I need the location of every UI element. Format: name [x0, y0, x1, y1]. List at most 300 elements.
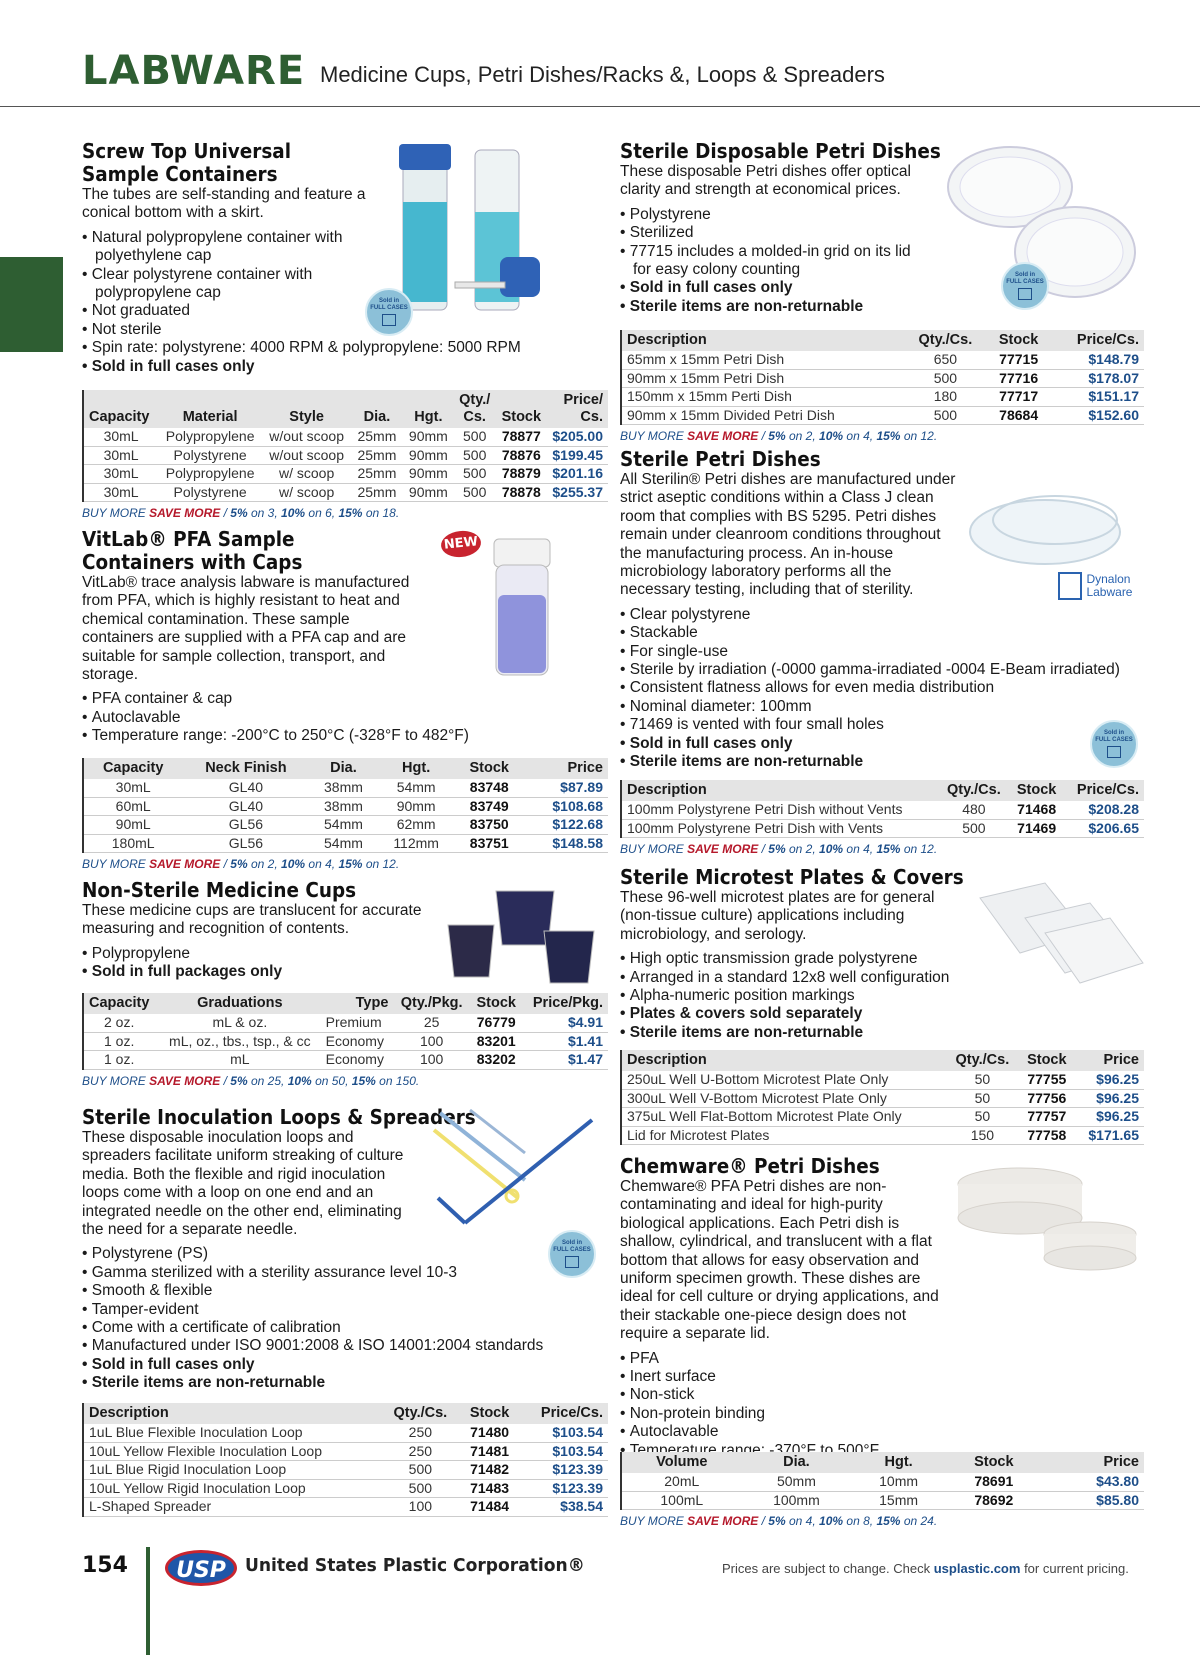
table-row	[83, 483, 608, 502]
buy-more-note	[620, 429, 1144, 443]
cell: 150mm x 15mm Perti Dish	[621, 388, 904, 407]
bullet-item: • Sold in full cases only	[82, 358, 612, 376]
col-header: Dia.	[363, 409, 391, 425]
cell: 100mm Polystyrene Petri Dish without Vents	[621, 801, 939, 819]
separator: /	[761, 842, 765, 856]
col-header: Price/Cs.	[1076, 332, 1139, 348]
microtest-table	[620, 1050, 1144, 1145]
note-prefix: Prices are subject to change. Check	[722, 1561, 931, 1576]
badge-line2: FULL CASES	[370, 305, 408, 311]
stock-cell: 83201	[470, 1032, 523, 1051]
bullet-item: • Non-protein binding	[620, 1405, 1145, 1423]
cell: 54mm	[377, 779, 454, 797]
cell: GL56	[182, 816, 309, 835]
price-cell: $255.37	[547, 483, 608, 502]
cell: 500	[381, 1479, 459, 1498]
discount-qty: on 2,	[250, 857, 278, 871]
discount-qty: on 4,	[788, 1514, 816, 1528]
bullet-item: • Polypropylene	[82, 945, 612, 963]
cell: 25mm	[351, 446, 402, 465]
bullet-item: • Plates & covers sold separately	[620, 1005, 1145, 1023]
price-cell: $103.54	[520, 1424, 608, 1442]
discount-qty: on 12.	[903, 842, 938, 856]
discount-qty: on 2,	[788, 429, 816, 443]
separator: /	[223, 1073, 227, 1088]
section-title: Chemware® Petri Dishes	[620, 1154, 880, 1178]
table-row	[83, 834, 608, 853]
usp-logo: USP	[165, 1550, 237, 1586]
save-more-label: SAVE MORE	[149, 857, 221, 871]
screw-top-table	[82, 390, 608, 502]
cell: 15mm	[851, 1491, 946, 1510]
stock-cell: 78692	[946, 1491, 1042, 1510]
discount-qty: on 24.	[903, 1514, 938, 1528]
bullet-list	[620, 606, 1145, 772]
bullet-item: • Not sterile	[82, 321, 612, 339]
screw-top-table-wrap	[82, 390, 608, 520]
cell: 180mL	[83, 834, 182, 853]
cell: 30mL	[83, 483, 158, 502]
discount-pct: 15%	[876, 1514, 901, 1528]
table-row	[83, 465, 608, 484]
price-cell: $151.17	[1051, 388, 1144, 407]
separator: /	[223, 857, 227, 871]
bullet-item: • Clear polystyrene	[620, 606, 1145, 624]
price-cell: $208.28	[1064, 801, 1144, 819]
col-header: Price/ Cs.	[563, 392, 603, 425]
cell: 90mm	[403, 428, 454, 446]
inoculation-loops-image	[430, 1108, 600, 1233]
cell: Economy	[321, 1032, 394, 1051]
table-header-row	[621, 1050, 1144, 1071]
discount-pct: 15%	[338, 857, 363, 871]
bullet-item: • Autoclavable	[620, 1423, 1145, 1441]
cell: 30mL	[83, 428, 158, 446]
cell: 10uL Yellow Flexible Inoculation Loop	[83, 1442, 381, 1461]
price-cell: $1.41	[523, 1032, 608, 1051]
page-title: LABWARE	[82, 48, 306, 94]
price-cell: $96.25	[1075, 1089, 1144, 1108]
badge-line2: FULL CASES	[1095, 737, 1133, 743]
buy-more-note	[620, 842, 1144, 856]
section-title: Sterile Petri Dishes	[620, 447, 821, 471]
col-header: Qty./Cs.	[947, 782, 1001, 798]
stock-cell: 83202	[470, 1051, 523, 1070]
cell: 500	[904, 406, 986, 425]
price-cell: $199.45	[547, 446, 608, 465]
col-header: Description	[627, 1052, 707, 1068]
stock-cell: 77715	[987, 351, 1051, 369]
price-cell: $122.68	[524, 816, 608, 835]
cell: w/out scoop	[262, 446, 351, 465]
medicine-cups-table	[82, 993, 608, 1070]
col-header: Dia.	[783, 1454, 810, 1470]
col-header: Volume	[656, 1454, 708, 1470]
price-cell: $123.39	[520, 1461, 608, 1480]
note-suffix: for current pricing.	[1024, 1561, 1129, 1576]
separator: /	[223, 506, 227, 520]
cell: 250	[381, 1424, 459, 1442]
stock-cell: 71484	[459, 1498, 520, 1517]
cell: GL40	[182, 797, 309, 816]
cell: 375uL Well Flat-Bottom Microtest Plate Only	[621, 1108, 946, 1127]
cell: L-Shaped Spreader	[83, 1498, 381, 1517]
cell: mL	[159, 1051, 321, 1070]
table-row	[83, 816, 608, 835]
section-tab	[0, 257, 63, 352]
stock-cell: 78879	[495, 465, 547, 484]
microtest-plates-image	[975, 878, 1145, 988]
table-row	[621, 369, 1144, 388]
section-description: These 96-well microtest plates are for general (non-tissue culture) applications including microbiology, and serology.	[620, 889, 935, 943]
bullet-item: • Stackable	[620, 624, 1145, 642]
bullet-item: • Sold in full cases only	[620, 735, 1145, 753]
discount-pct: 15%	[351, 1073, 376, 1088]
col-header: Neck Finish	[205, 760, 287, 776]
cell: 90mm	[403, 465, 454, 484]
bullet-item: • Sold in full cases only	[82, 1356, 612, 1374]
col-header: Price/Cs.	[1076, 782, 1139, 798]
discount-pct: 10%	[819, 842, 844, 856]
col-header: Stock	[469, 760, 509, 776]
cell: 30mL	[83, 465, 158, 484]
cell: 250	[381, 1442, 459, 1461]
bullet-item: • Inert surface	[620, 1368, 1145, 1386]
sterile-petri-table	[620, 780, 1144, 838]
cell: 100mL	[621, 1491, 742, 1510]
bullet-list	[620, 1350, 1145, 1460]
dynalon-wordmark	[1086, 573, 1132, 599]
stock-cell: 78691	[946, 1473, 1042, 1491]
table-row	[621, 819, 1144, 838]
cell: 54mm	[309, 816, 377, 835]
stock-cell: 83748	[455, 779, 524, 797]
sample-containers-image	[395, 142, 545, 327]
stock-cell: 71482	[459, 1461, 520, 1480]
stock-cell: 77717	[987, 388, 1051, 407]
bullet-item: • Clear polystyrene container with polypropylene cap	[82, 266, 362, 303]
medicine-cups-table-wrap	[82, 993, 608, 1088]
bullet-item: • Spin rate: polystyrene: 4000 RPM & polypropylene: 5000 RPM	[82, 339, 612, 357]
col-header: Style	[289, 409, 324, 425]
bullet-item: • Tamper-evident	[82, 1301, 612, 1319]
bullet-item: • Sterile items are non-returnable	[620, 1024, 1145, 1042]
corporation-name: United States Plastic Corporation®	[245, 1555, 585, 1576]
col-header: Price	[1103, 1454, 1139, 1470]
cell: 1 oz.	[83, 1032, 159, 1051]
cell: Polystyrene	[158, 446, 262, 465]
discount-pct: 5%	[768, 842, 786, 856]
table-header-row	[621, 330, 1144, 351]
col-header: Qty./Cs.	[918, 332, 973, 348]
cell: 500	[454, 483, 495, 502]
cell: GL56	[182, 834, 309, 853]
buy-more-note	[82, 1074, 608, 1088]
stock-cell: 71468	[1009, 801, 1064, 819]
cell: 100	[381, 1498, 459, 1517]
sterile-petri-image	[965, 482, 1125, 572]
cell: 60mL	[83, 797, 182, 816]
cell: 112mm	[377, 834, 454, 853]
cell: Polypropylene	[158, 428, 262, 446]
buy-more-note	[82, 506, 608, 520]
section-title: Non-Sterile Medicine Cups	[82, 878, 357, 902]
cell: 25mm	[351, 465, 402, 484]
price-cell: $4.91	[523, 1014, 608, 1032]
table-row	[621, 1491, 1144, 1510]
header-divider	[0, 106, 1200, 107]
buy-more-note	[620, 1514, 1144, 1528]
box-icon	[382, 314, 396, 326]
table-row	[621, 1108, 1144, 1127]
bullet-item: • Temperature range: -370°F to 500°F	[620, 1442, 1145, 1460]
price-cell: $85.80	[1042, 1491, 1144, 1510]
cell: Polypropylene	[158, 465, 262, 484]
table-row	[83, 1032, 608, 1051]
table-row	[83, 1498, 608, 1517]
bullet-item: • PFA	[620, 1350, 1145, 1368]
discount-pct: 15%	[876, 429, 901, 443]
price-cell: $1.47	[523, 1051, 608, 1070]
bullet-item: • Sterile items are non-returnable	[82, 1374, 612, 1392]
stock-cell: 77716	[987, 369, 1051, 388]
col-header: Hgt.	[402, 760, 431, 776]
stock-cell: 83751	[455, 834, 524, 853]
col-header: Description	[627, 782, 707, 798]
cell: 50	[946, 1089, 1019, 1108]
cell: 90mm	[377, 797, 454, 816]
price-cell: $201.16	[547, 465, 608, 484]
bullet-item: • Sterile items are non-returnable	[620, 298, 1145, 316]
page-number: 154	[82, 1553, 128, 1578]
cell: 90mm x 15mm Divided Petri Dish	[621, 406, 904, 425]
cell: 300uL Well V-Bottom Microtest Plate Only	[621, 1089, 946, 1108]
badge-line1: Sold in	[1104, 730, 1124, 736]
bullet-item: • Not graduated	[82, 302, 612, 320]
cell: w/ scoop	[262, 483, 351, 502]
bullet-item: • For single-use	[620, 643, 1145, 661]
bullet-item: • Manufactured under ISO 9001:2008 & ISO 14001:2004 standards	[82, 1337, 612, 1355]
discount-pct: 15%	[338, 506, 363, 520]
box-icon	[1018, 288, 1032, 300]
price-cell: $178.07	[1051, 369, 1144, 388]
full-cases-badge	[1001, 262, 1049, 310]
table-row	[83, 1051, 608, 1070]
cell: 30mL	[83, 779, 182, 797]
bullet-item: • Come with a certificate of calibration	[82, 1319, 612, 1337]
col-header: Qty./Cs.	[955, 1052, 1010, 1068]
col-header: Qty./Pkg.	[400, 995, 463, 1011]
price-cell: $148.79	[1051, 351, 1144, 369]
cell: GL40	[182, 779, 309, 797]
bullet-list	[82, 690, 612, 745]
col-header: Price	[1103, 1052, 1139, 1068]
stock-cell: 71481	[459, 1442, 520, 1461]
stock-cell: 71469	[1009, 819, 1064, 838]
table-row	[83, 1479, 608, 1498]
section-description: Chemware® PFA Petri dishes are non-contaminating and ideal for high-purity biological applications. Each Petri dish is shallow, cylindrical, and translucent with a flat bottom that allows for easy observation and uniform specimen growth. These dishes are ideal for cell culture or drying applications, and their stackable one-piece design does not require a separate lid.	[620, 1178, 939, 1343]
cell: 100	[393, 1051, 469, 1070]
cell: 100	[393, 1032, 469, 1051]
table-row	[83, 428, 608, 446]
cell: 30mL	[83, 446, 158, 465]
cell: 250uL Well U-Bottom Microtest Plate Only	[621, 1071, 946, 1089]
cell: w/ scoop	[262, 465, 351, 484]
cell: 90mL	[83, 816, 182, 835]
brand-line2: Labware	[1086, 585, 1133, 599]
discount-qty: on 4,	[308, 857, 336, 871]
table-row	[83, 446, 608, 465]
discount-pct: 5%	[768, 429, 786, 443]
cell: Premium	[321, 1014, 394, 1032]
stock-cell: 83749	[455, 797, 524, 816]
box-icon	[1107, 746, 1121, 758]
price-cell: $205.00	[547, 428, 608, 446]
section-title: VitLab® PFA Sample Containers with Caps	[82, 527, 303, 574]
col-header: Material	[182, 409, 238, 425]
bullet-item: • Sterile items are non-returnable	[620, 753, 1145, 771]
discount-pct: 10%	[281, 857, 306, 871]
buy-more-prefix: BUY MORE	[82, 506, 146, 520]
website-link[interactable]: usplastic.com	[933, 1561, 1021, 1576]
brand-line1: Dynalon	[1086, 572, 1131, 586]
section-title: Sterile Microtest Plates & Covers	[620, 865, 964, 889]
price-cell: $152.60	[1051, 406, 1144, 425]
discount-qty: on 3,	[250, 506, 278, 520]
cell: 10uL Yellow Rigid Inoculation Loop	[83, 1479, 381, 1498]
discount-qty: on 12.	[903, 429, 938, 443]
stock-cell: 78876	[495, 446, 547, 465]
sterile-petri-table-wrap	[620, 780, 1144, 856]
cell: 90mm	[403, 446, 454, 465]
new-badge: NEW	[440, 529, 482, 559]
section-description: All Sterilin® Petri dishes are manufactured under strict aseptic conditions within a Class J clean room that complies with BS 5295. Petri dishes remain under cleanroom conditions throughout the manufacturing process. An in-house microbiology laboratory performs all the necessary testing, including that of sterility.	[620, 471, 956, 599]
price-cell: $206.65	[1064, 819, 1144, 838]
section-description: VitLab® trace analysis labware is manufactured from PFA, which is highly resistant to heat and chemical contamination. These sample containers are supplied with a PFA cap and are suitable for sample collection, transport, and storage.	[82, 574, 410, 684]
discount-qty: on 4,	[846, 429, 874, 443]
col-header: Stock	[1027, 1052, 1067, 1068]
cell: 1uL Blue Flexible Inoculation Loop	[83, 1424, 381, 1442]
table-row	[621, 351, 1144, 369]
col-header: Stock	[974, 1454, 1014, 1470]
col-header: Price/Pkg.	[532, 995, 603, 1011]
stock-cell: 71480	[459, 1424, 520, 1442]
discount-pct: 5%	[230, 857, 248, 871]
discount-qty: on 6,	[308, 506, 336, 520]
cell: 180	[904, 388, 986, 407]
bullet-item: • 71469 is vented with four small holes	[620, 716, 1145, 734]
cell: 90mm	[403, 483, 454, 502]
price-cell: $96.25	[1075, 1108, 1144, 1127]
table-header-row	[83, 758, 608, 779]
badge-line2: FULL CASES	[1006, 279, 1044, 285]
discount-pct: 10%	[819, 1514, 844, 1528]
price-cell: $148.58	[524, 834, 608, 853]
section-description: These disposable inoculation loops and spreaders facilitate uniform streaking of culture media. Both the flexible and rigid inoculation loops come with a loop on one end and an integrated needle on the other end, eliminating the need for a separate needle.	[82, 1129, 404, 1239]
vitlab-table-wrap	[82, 758, 608, 871]
price-cell: $103.54	[520, 1442, 608, 1461]
col-header: Price	[567, 760, 603, 776]
cell: 650	[904, 351, 986, 369]
cell: 50mm	[742, 1473, 852, 1491]
stock-cell: 77755	[1019, 1071, 1075, 1089]
discount-pct: 5%	[768, 1514, 786, 1528]
price-cell: $38.54	[520, 1498, 608, 1517]
save-more-label: SAVE MORE	[149, 506, 221, 520]
cell: 54mm	[309, 834, 377, 853]
col-header: Description	[627, 332, 707, 348]
price-cell: $123.39	[520, 1479, 608, 1498]
stock-cell: 78878	[495, 483, 547, 502]
bullet-item: • High optic transmission grade polystyrene	[620, 950, 1145, 968]
badge-line1: Sold in	[1015, 272, 1035, 278]
save-more-label: SAVE MORE	[687, 429, 759, 443]
stock-cell: 78684	[987, 406, 1051, 425]
cell: 50	[946, 1071, 1019, 1089]
full-cases-badge	[548, 1230, 596, 1278]
box-icon	[565, 1256, 579, 1268]
save-more-label: SAVE MORE	[149, 1073, 221, 1088]
bullet-item: • Temperature range: -200°C to 250°C (-328°F to 482°F)	[82, 727, 612, 745]
loops-table	[82, 1403, 608, 1517]
bullet-item: • Sold in full cases only	[620, 279, 1145, 297]
table-row	[621, 1473, 1144, 1491]
separator: /	[761, 1514, 765, 1528]
table-row	[621, 801, 1144, 819]
disposable-petri-table-wrap	[620, 330, 1144, 443]
bullet-item: • Smooth & flexible	[82, 1282, 612, 1300]
discount-pct: 10%	[287, 1073, 312, 1088]
buy-more-note	[82, 857, 608, 871]
cell: 500	[381, 1461, 459, 1480]
stock-cell: 71483	[459, 1479, 520, 1498]
badge-line2: FULL CASES	[553, 1247, 591, 1253]
section-description: The tubes are self-standing and feature a conical bottom with a skirt.	[82, 186, 366, 222]
discount-qty: on 18.	[365, 506, 400, 520]
table-header-row	[83, 1403, 608, 1424]
col-header: Stock	[501, 409, 542, 425]
table-row	[621, 406, 1144, 425]
table-row	[83, 1461, 608, 1480]
badge-line1: Sold in	[379, 298, 399, 304]
discount-qty: on 2,	[788, 842, 816, 856]
bullet-item: • Sterilized	[620, 224, 1145, 242]
table-header-row	[83, 390, 608, 428]
col-header: Hgt.	[884, 1454, 913, 1470]
page-subtitle: Medicine Cups, Petri Dishes/Racks &, Loops & Spreaders	[320, 62, 885, 87]
buy-more-prefix: BUY MORE	[620, 1514, 684, 1528]
cell: 62mm	[377, 816, 454, 835]
cell: 38mm	[309, 779, 377, 797]
table-row	[621, 1071, 1144, 1089]
col-header: Graduations	[197, 995, 283, 1011]
cell: 150	[946, 1126, 1019, 1145]
discount-pct: 5%	[230, 506, 248, 520]
save-more-label: SAVE MORE	[687, 842, 759, 856]
vitlab-table	[82, 758, 608, 853]
bullet-item: • Alpha-numeric position markings	[620, 987, 1145, 1005]
bullet-item: • Sterile by irradiation (-0000 gamma-irradiated -0004 E-Beam irradiated)	[620, 661, 1145, 679]
col-header: Price/Cs.	[540, 1405, 603, 1421]
table-row	[83, 797, 608, 816]
cell: mL, oz., tbs., tsp., & cc	[159, 1032, 321, 1051]
bullet-item: • Arranged in a standard 12x8 well configuration	[620, 969, 1145, 987]
pricing-note	[722, 1561, 1129, 1576]
col-header: Stock	[469, 1405, 510, 1421]
stock-cell: 76779	[470, 1014, 523, 1032]
cell: 25mm	[351, 483, 402, 502]
discount-pct: 15%	[876, 842, 901, 856]
